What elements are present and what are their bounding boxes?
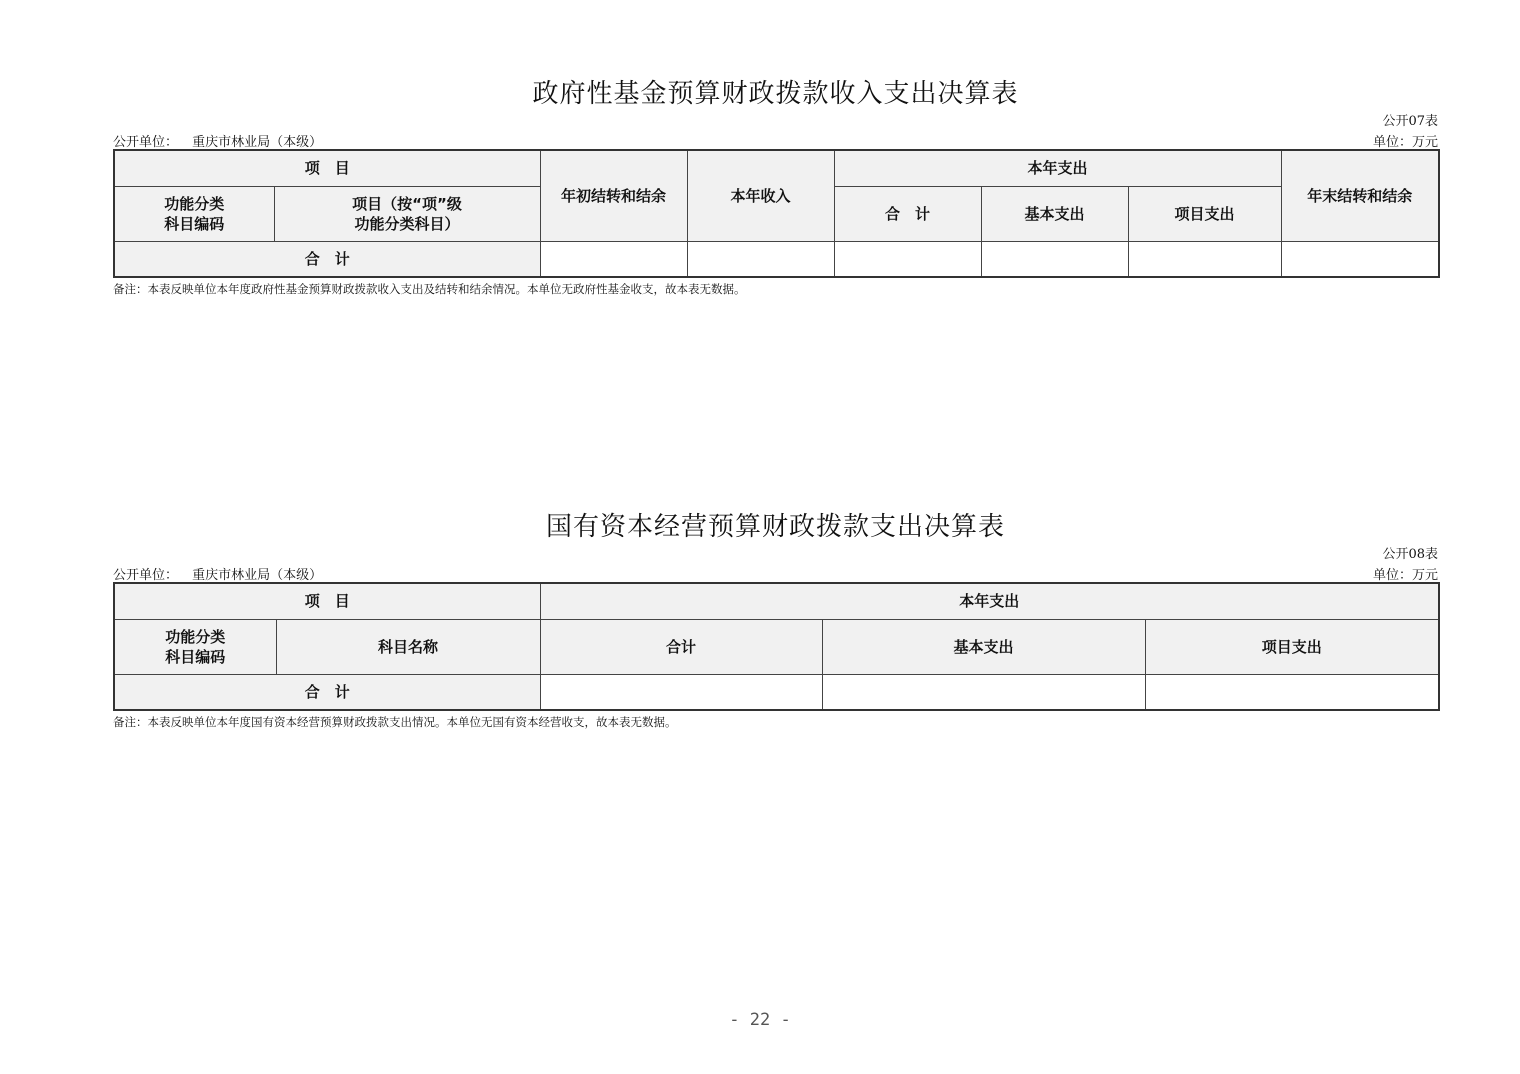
header-total: 合计 xyxy=(540,619,822,674)
currency-unit: 单位：万元 xyxy=(1372,568,1438,583)
header-expense: 本年支出 xyxy=(540,583,1439,619)
cell-total xyxy=(540,674,822,710)
page-title: 政府性基金预算财政拨款收入支出决算表 xyxy=(532,79,1019,109)
table-code: 公开07表 xyxy=(1382,114,1438,129)
page-number: - 22 - xyxy=(729,1010,791,1030)
header-project-expense: 项目支出 xyxy=(1128,186,1281,241)
header-start-balance: 年初结转和结余 xyxy=(540,150,687,241)
header-code-line2: 科目编码 xyxy=(165,647,226,666)
header-subject-name: 科目名称 xyxy=(276,619,540,674)
table-row xyxy=(114,674,1439,710)
header-code-line2: 科目编码 xyxy=(164,214,225,233)
header-basic: 基本支出 xyxy=(981,186,1128,241)
header-end-balance: 年末结转和结余 xyxy=(1281,150,1439,241)
header-project-expense: 项目支出 xyxy=(1145,619,1439,674)
header-item: 项 目 xyxy=(114,150,540,186)
fund-table xyxy=(113,149,1440,278)
capital-table xyxy=(113,582,1440,711)
header-project-line1: 项目（按“项”级 xyxy=(352,194,462,213)
header-total: 合 计 xyxy=(834,186,981,241)
header-expense: 本年支出 xyxy=(834,150,1281,186)
header-income: 本年收入 xyxy=(687,150,834,241)
header-basic: 基本支出 xyxy=(822,619,1145,674)
table-note: 备注：本表反映单位本年度国有资本经营预算财政拨款支出情况。本单位无国有资本经营收支，故本表无数据。 xyxy=(113,715,677,729)
header-code xyxy=(114,619,276,674)
header-item: 项 目 xyxy=(114,583,540,619)
header-code-line1: 功能分类 xyxy=(164,194,225,213)
header-project-line2: 功能分类科目） xyxy=(354,214,460,233)
page-title: 国有资本经营预算财政拨款支出决算表 xyxy=(545,512,1005,542)
cell-basic xyxy=(981,241,1128,277)
unit-label: 公开单位： xyxy=(113,135,179,150)
header-code-line1: 功能分类 xyxy=(165,627,226,646)
header-code xyxy=(114,186,274,241)
unit-name: 重庆市林业局（本级） xyxy=(192,135,323,150)
cell-start-balance xyxy=(540,241,687,277)
unit-info xyxy=(113,564,322,583)
unit-name: 重庆市林业局（本级） xyxy=(192,568,323,583)
unit-label: 公开单位： xyxy=(113,568,179,583)
table-row xyxy=(114,241,1439,277)
cell-project xyxy=(1128,241,1281,277)
currency-unit: 单位：万元 xyxy=(1372,135,1438,150)
row-total-label: 合 计 xyxy=(114,241,540,277)
header-project xyxy=(274,186,540,241)
cell-total xyxy=(834,241,981,277)
cell-basic xyxy=(822,674,1145,710)
cell-project xyxy=(1145,674,1439,710)
cell-end-balance xyxy=(1281,241,1439,277)
row-total-label: 合 计 xyxy=(114,674,540,710)
table-note: 备注：本表反映单位本年度政府性基金预算财政拨款收入支出及结转和结余情况。本单位无政府性基金收支，故本表无数据。 xyxy=(113,282,746,296)
cell-income xyxy=(687,241,834,277)
unit-info xyxy=(113,131,322,150)
table-code: 公开08表 xyxy=(1382,547,1438,562)
